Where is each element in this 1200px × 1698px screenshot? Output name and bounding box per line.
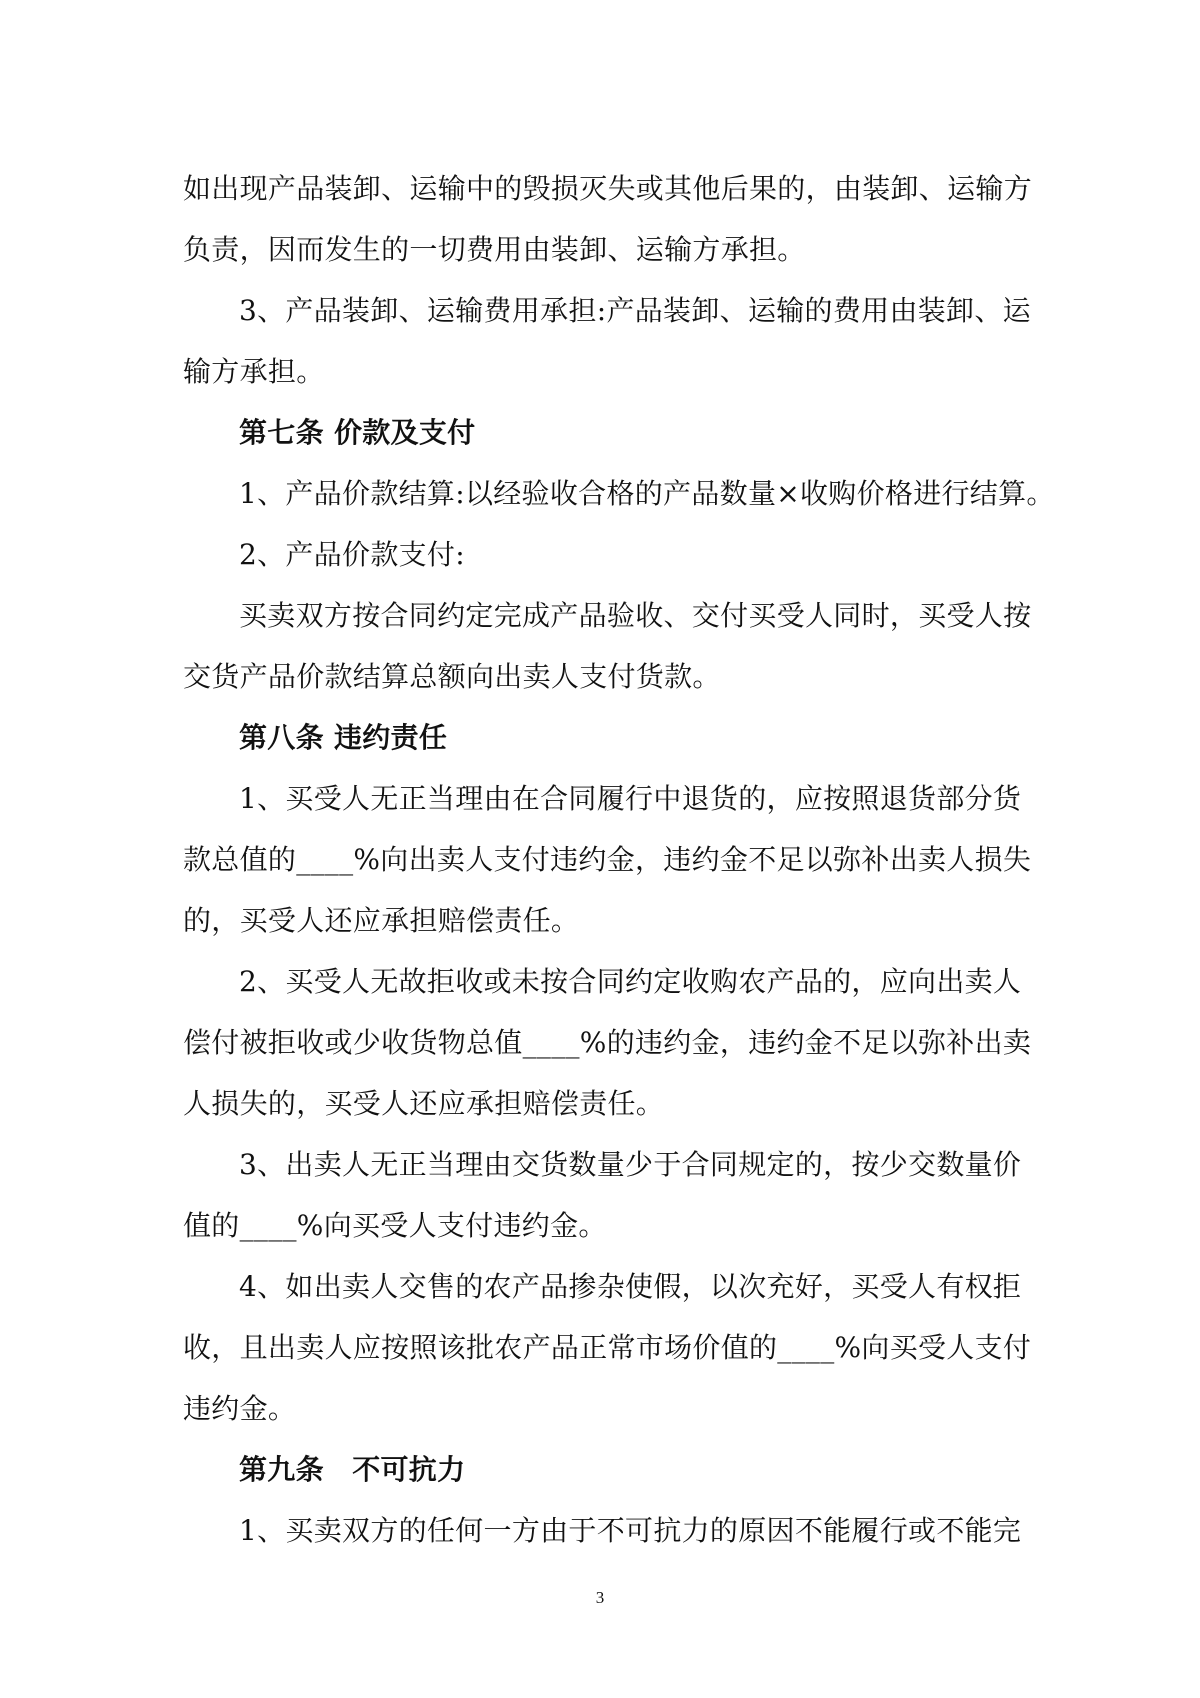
paragraph-line: 偿付被拒收或少收货物总值____%的违约金，违约金不足以弥补出卖 [183, 1026, 1032, 1059]
clause-item-2: 2、买受人无故拒收或未按合同约定收购农产品的，应向出卖人 [239, 965, 1022, 998]
page-number: 3 [595, 1588, 605, 1607]
paragraph-line: 收，且出卖人应按照该批农产品正常市场价值的____%向买受人支付 [183, 1331, 1032, 1364]
paragraph-line: 输方承担。 [183, 355, 325, 388]
clause-item-1: 1、产品价款结算:以经验收合格的产品数量×收购价格进行结算。 [239, 477, 1055, 510]
section-heading-article-7: 第七条 价款及支付 [239, 416, 476, 449]
section-heading-article-9: 第九条 不可抗力 [239, 1453, 466, 1486]
paragraph-line: 款总值的____%向出卖人支付违约金，违约金不足以弥补出卖人损失 [183, 843, 1032, 876]
paragraph-line: 值的____%向买受人支付违约金。 [183, 1209, 607, 1242]
paragraph-line: 买卖双方按合同约定完成产品验收、交付买受人同时，买受人按 [239, 599, 1032, 632]
paragraph-line: 人损失的，买受人还应承担赔偿责任。 [183, 1087, 665, 1120]
clause-item-4: 4、如出卖人交售的农产品掺杂使假，以次充好，买受人有权拒 [239, 1270, 1022, 1303]
paragraph-line: 违约金。 [183, 1392, 297, 1425]
section-heading-article-8: 第八条 违约责任 [239, 721, 448, 754]
clause-item-3: 3、出卖人无正当理由交货数量少于合同规定的，按少交数量价 [239, 1148, 1022, 1181]
contract-body [183, 158, 1055, 1561]
clause-item-3: 3、产品装卸、运输费用承担:产品装卸、运输的费用由装卸、运 [239, 294, 1031, 327]
clause-item-2: 2、产品价款支付: [239, 538, 465, 571]
clause-item-1: 1、买受人无正当理由在合同履行中退货的，应按照退货部分货 [239, 782, 1022, 815]
paragraph-line: 的，买受人还应承担赔偿责任。 [183, 904, 580, 937]
clause-item-1: 1、买卖双方的任何一方由于不可抗力的原因不能履行或不能完 [239, 1514, 1022, 1547]
paragraph-line: 如出现产品装卸、运输中的毁损灭失或其他后果的，由装卸、运输方 [183, 172, 1033, 205]
paragraph-line: 交货产品价款结算总额向出卖人支付货款。 [183, 660, 721, 693]
paragraph-line: 负责，因而发生的一切费用由装卸、运输方承担。 [183, 233, 806, 266]
